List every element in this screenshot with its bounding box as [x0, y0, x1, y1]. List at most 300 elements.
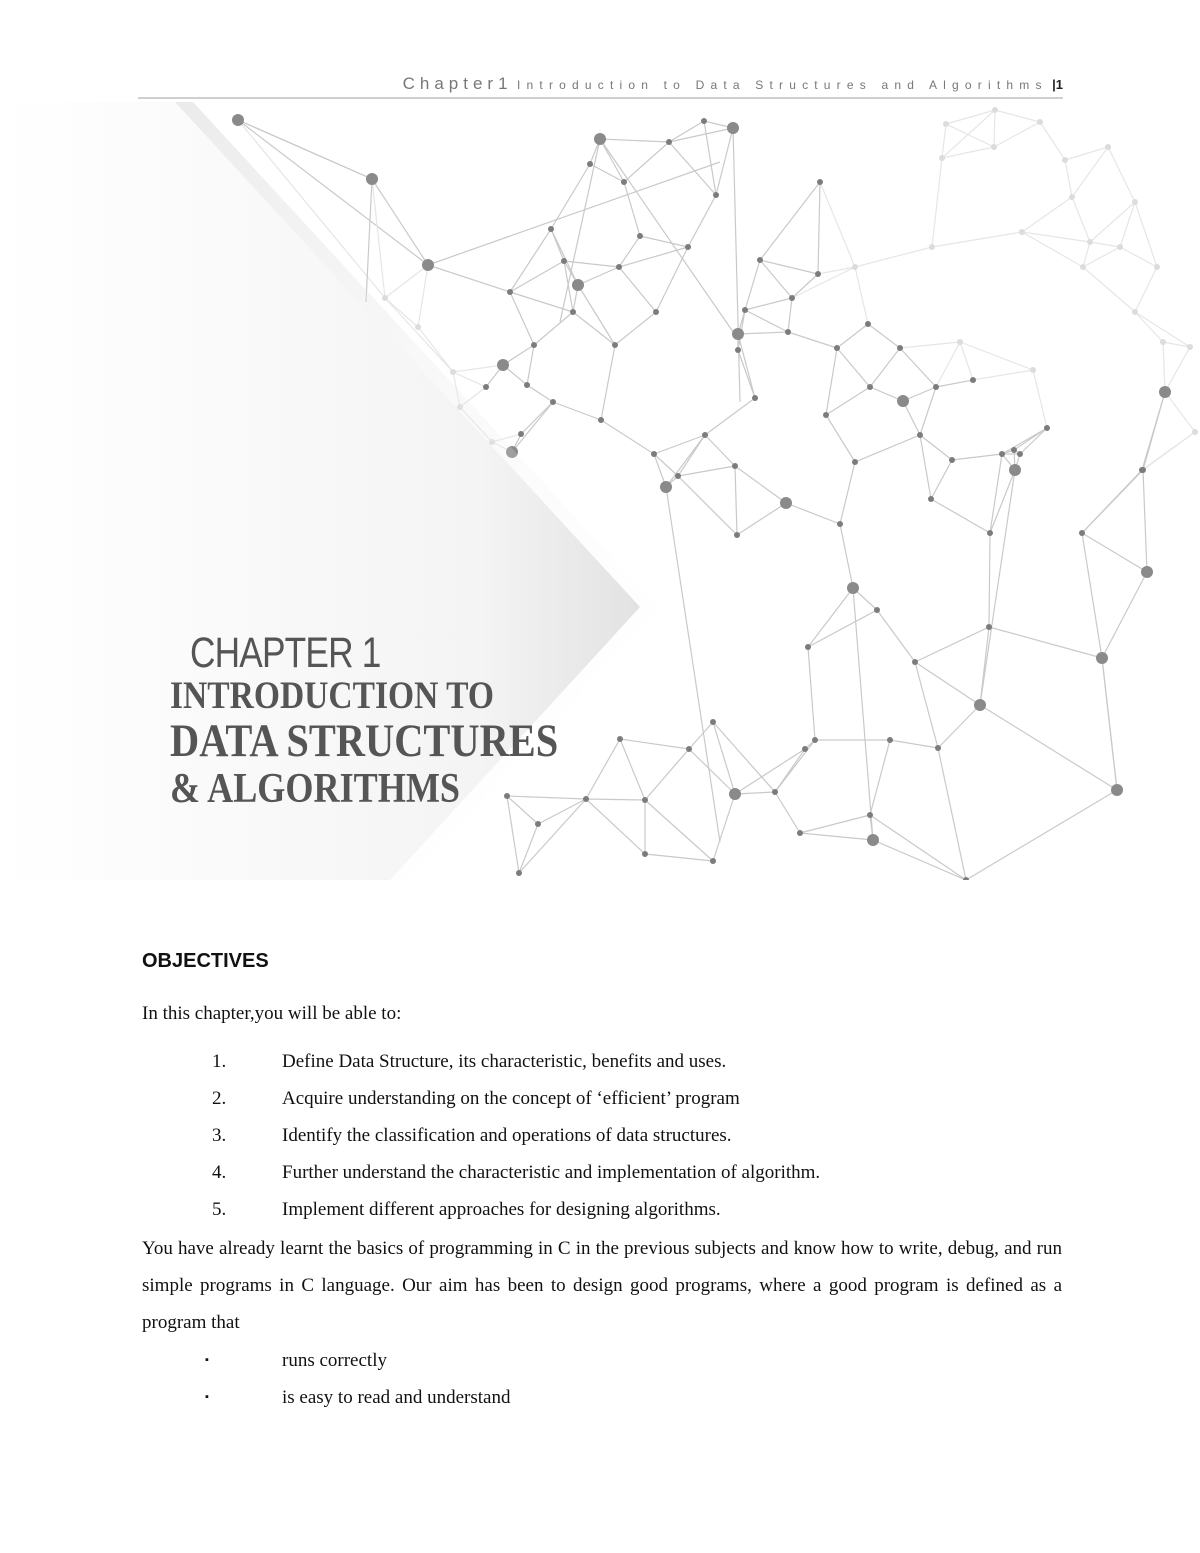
- header-page-number: 1: [1055, 77, 1063, 92]
- network-edge: [1163, 342, 1165, 392]
- network-node: [524, 382, 530, 388]
- network-node: [986, 624, 992, 630]
- network-edge: [870, 815, 966, 880]
- network-edge: [931, 460, 952, 499]
- network-edge: [818, 182, 820, 274]
- network-node: [935, 745, 941, 751]
- network-edge: [573, 312, 615, 345]
- network-edge: [578, 267, 619, 285]
- network-node: [1037, 119, 1043, 125]
- network-node: [660, 481, 672, 493]
- network-edge: [760, 182, 820, 260]
- network-node: [518, 431, 524, 437]
- bullet-text: is easy to read and understand: [282, 1387, 511, 1408]
- network-edge: [1083, 267, 1135, 312]
- network-edge: [788, 332, 837, 348]
- network-edge: [669, 121, 704, 142]
- network-edge: [840, 524, 853, 588]
- network-edge: [1072, 197, 1090, 242]
- bullet-marker: ▪: [205, 1354, 209, 1366]
- network-node: [1105, 144, 1111, 150]
- network-edge: [1072, 147, 1108, 197]
- network-edge: [920, 435, 952, 460]
- network-edge: [385, 265, 428, 298]
- list-item: [142, 1080, 1072, 1117]
- network-node: [917, 432, 923, 438]
- network-edge: [1022, 232, 1090, 242]
- network-edge: [735, 466, 786, 503]
- network-edge: [678, 435, 705, 476]
- network-node: [897, 345, 903, 351]
- network-edge: [238, 120, 372, 179]
- chapter-number: CHAPTER 1: [190, 629, 381, 677]
- network-node: [837, 521, 843, 527]
- network-node: [710, 719, 716, 725]
- network-edge: [942, 147, 994, 158]
- network-edge: [826, 415, 855, 462]
- network-edge: [808, 588, 853, 647]
- network-edge: [900, 342, 960, 348]
- network-node: [1187, 344, 1193, 350]
- network-node: [817, 179, 823, 185]
- network-node: [987, 530, 993, 536]
- chapter-banner: [0, 102, 1200, 880]
- network-node: [933, 384, 939, 390]
- network-node: [815, 271, 821, 277]
- network-edge: [870, 740, 890, 815]
- network-node: [812, 737, 818, 743]
- network-edge: [619, 267, 656, 312]
- network-node: [887, 737, 893, 743]
- network-edge: [527, 345, 534, 385]
- network-node: [867, 834, 879, 846]
- network-edge: [521, 402, 553, 434]
- network-node: [1030, 367, 1036, 373]
- network-node: [1132, 199, 1138, 205]
- network-node: [653, 309, 659, 315]
- list-item: [142, 1342, 510, 1379]
- network-edge: [990, 454, 1002, 533]
- network-edge: [990, 470, 1015, 533]
- network-node: [1096, 652, 1108, 664]
- network-edge: [745, 298, 792, 310]
- network-node: [710, 858, 716, 864]
- network-edge: [716, 128, 733, 195]
- network-node: [974, 699, 986, 711]
- objectives-intro: In this chapter,you will be able to:: [142, 1003, 402, 1024]
- network-edge: [645, 854, 713, 861]
- network-node: [802, 746, 808, 752]
- network-edge: [920, 435, 931, 499]
- network-node: [735, 347, 741, 353]
- network-node: [797, 830, 803, 836]
- network-node: [1079, 530, 1085, 536]
- network-node: [852, 264, 858, 270]
- network-edge: [619, 247, 688, 267]
- network-edge: [366, 179, 372, 302]
- network-edge: [640, 236, 688, 247]
- network-edge: [855, 247, 932, 267]
- network-node: [991, 144, 997, 150]
- network-node: [497, 359, 509, 371]
- network-edge: [788, 298, 792, 332]
- network-edge: [578, 285, 615, 345]
- network-edge: [1143, 392, 1165, 470]
- network-node: [943, 121, 949, 127]
- network-node: [772, 789, 778, 795]
- network-edge: [873, 840, 966, 880]
- network-node: [732, 463, 738, 469]
- network-node: [897, 395, 909, 407]
- network-edge: [601, 345, 615, 420]
- network-node: [651, 451, 657, 457]
- network-node: [1141, 566, 1153, 578]
- network-node: [949, 457, 955, 463]
- network-edge: [620, 739, 645, 800]
- network-edge: [615, 312, 656, 345]
- running-header: [138, 74, 1063, 94]
- network-edge: [989, 627, 1102, 658]
- network-edge: [920, 387, 936, 435]
- network-edge: [705, 398, 755, 435]
- network-node: [1080, 264, 1086, 270]
- network-edge: [705, 435, 735, 466]
- network-node: [1019, 229, 1025, 235]
- network-edge: [645, 749, 689, 800]
- network-edge: [1143, 432, 1195, 470]
- network-edge: [760, 260, 818, 274]
- list-number: 2.: [212, 1088, 227, 1109]
- network-node: [548, 226, 554, 232]
- objectives-heading: OBJECTIVES: [142, 950, 269, 972]
- network-node: [422, 259, 434, 271]
- network-edge: [900, 348, 936, 387]
- network-node: [232, 114, 244, 126]
- header-separator: |: [1052, 77, 1056, 92]
- network-node: [675, 473, 681, 479]
- network-node: [865, 321, 871, 327]
- good-program-bullets: [142, 1342, 510, 1416]
- network-edge: [1082, 470, 1143, 533]
- network-edge: [1135, 267, 1157, 312]
- network-edge: [745, 310, 788, 332]
- network-node: [686, 746, 692, 752]
- network-edge: [1090, 242, 1120, 247]
- network-edge: [826, 348, 837, 415]
- network-edge: [786, 503, 840, 524]
- network-node: [570, 309, 576, 315]
- chapter-title-line-2: DATA STRUCTURES: [170, 715, 559, 767]
- network-edge: [600, 139, 740, 342]
- network-edge: [737, 503, 786, 535]
- network-node: [1009, 464, 1021, 476]
- network-edge: [760, 260, 792, 298]
- network-node: [1140, 467, 1146, 473]
- list-number: 3.: [212, 1125, 227, 1146]
- network-edge: [960, 342, 1033, 370]
- network-node: [957, 339, 963, 345]
- network-node: [785, 329, 791, 335]
- network-edge: [738, 332, 788, 334]
- network-node: [616, 264, 622, 270]
- network-edge: [689, 722, 713, 749]
- network-node: [852, 459, 858, 465]
- network-edge: [678, 466, 735, 476]
- network-edge: [853, 588, 873, 840]
- network-edge: [510, 292, 534, 345]
- network-edge: [855, 435, 920, 462]
- network-edge: [527, 385, 553, 402]
- network-edge: [428, 265, 510, 292]
- network-node: [415, 324, 421, 330]
- network-node: [732, 328, 744, 340]
- network-edge: [775, 749, 805, 792]
- network-node: [642, 851, 648, 857]
- network-edge: [1102, 658, 1117, 790]
- network-node: [734, 532, 740, 538]
- network-node: [621, 179, 627, 185]
- network-edge: [818, 267, 855, 274]
- network-edge: [1022, 197, 1072, 232]
- network-edge: [938, 705, 980, 748]
- network-node: [727, 122, 739, 134]
- network-edge: [995, 110, 1040, 122]
- network-edge: [534, 312, 573, 345]
- network-edge: [936, 380, 973, 387]
- network-node: [970, 377, 976, 383]
- network-edge: [980, 470, 1015, 705]
- network-edge: [890, 740, 938, 748]
- network-node: [642, 797, 648, 803]
- network-node: [874, 607, 880, 613]
- network-edge: [775, 792, 800, 833]
- network-node: [483, 384, 489, 390]
- network-edge: [1065, 147, 1108, 160]
- network-node: [992, 107, 998, 113]
- network-edge: [1033, 370, 1047, 428]
- network-node: [1087, 239, 1093, 245]
- network-edge: [666, 487, 720, 842]
- network-edge: [808, 610, 877, 647]
- network-edge: [733, 128, 740, 402]
- network-node: [1044, 425, 1050, 431]
- network-edge: [946, 124, 994, 147]
- body-paragraph: You have already learnt the basics of programming in C in the previous subjects and know how to write, debug, and run simple programs in C language. Our aim has been to design good programs, where a good program is defined as a program that: [142, 1238, 1062, 1333]
- network-edge: [980, 705, 1117, 790]
- network-node: [450, 369, 456, 375]
- network-edge: [688, 195, 716, 247]
- network-edge: [936, 342, 960, 387]
- network-node: [1117, 244, 1123, 250]
- network-edge: [932, 158, 942, 247]
- bullet-text: runs correctly: [282, 1350, 387, 1371]
- network-node: [637, 233, 643, 239]
- list-number: 4.: [212, 1162, 227, 1183]
- network-edge: [512, 402, 553, 452]
- network-node: [1160, 339, 1166, 345]
- network-edge: [553, 402, 601, 420]
- network-node: [612, 342, 618, 348]
- network-edge: [669, 128, 733, 142]
- network-node: [561, 258, 567, 264]
- network-node: [912, 659, 918, 665]
- network-edge: [826, 387, 870, 415]
- list-item: [142, 1117, 1072, 1154]
- network-edge: [1143, 470, 1147, 572]
- network-edge: [601, 420, 654, 454]
- header-rule: [138, 97, 1063, 99]
- list-item: [142, 1043, 1072, 1080]
- network-edge: [960, 342, 973, 380]
- network-edge: [932, 232, 1022, 247]
- network-node: [757, 257, 763, 263]
- network-edge: [994, 110, 995, 147]
- bullet-marker: ▪: [205, 1391, 209, 1403]
- network-node: [834, 345, 840, 351]
- network-node: [713, 192, 719, 198]
- network-node: [507, 289, 513, 295]
- network-node: [1017, 451, 1023, 457]
- network-node: [999, 451, 1005, 457]
- network-edge: [418, 265, 428, 327]
- network-edge: [952, 454, 1002, 460]
- list-text: Define Data Structure, its characteristic, benefits and uses.: [282, 1051, 727, 1072]
- network-node: [847, 582, 859, 594]
- network-node: [939, 155, 945, 161]
- network-edge: [1083, 247, 1120, 267]
- network-edge: [713, 794, 735, 861]
- list-number: 1.: [212, 1051, 227, 1072]
- network-edge: [645, 800, 713, 861]
- network-edge: [624, 182, 640, 236]
- chapter-title-line-1: INTRODUCTION TO: [170, 674, 494, 717]
- network-edge: [738, 350, 755, 398]
- network-node: [1069, 194, 1075, 200]
- network-edge: [1165, 392, 1195, 432]
- list-item: [142, 1154, 1072, 1191]
- network-node: [805, 644, 811, 650]
- network-node: [594, 133, 606, 145]
- network-edge: [735, 792, 775, 794]
- list-text: Implement different approaches for designing algorithms.: [282, 1199, 721, 1220]
- network-node: [587, 161, 593, 167]
- network-edge: [453, 365, 503, 372]
- network-node: [516, 870, 522, 876]
- network-node: [1154, 264, 1160, 270]
- network-node: [531, 342, 537, 348]
- network-node: [1159, 386, 1171, 398]
- network-edge: [600, 139, 669, 142]
- list-text: Identify the classification and operations of data structures.: [282, 1125, 732, 1146]
- network-edge: [800, 815, 870, 833]
- network-node: [1192, 429, 1198, 435]
- network-node: [752, 395, 758, 401]
- network-node: [685, 244, 691, 250]
- network-edge: [735, 466, 737, 535]
- network-edge: [453, 372, 486, 387]
- network-node: [928, 496, 934, 502]
- network-edge: [868, 324, 900, 348]
- network-edge: [1065, 160, 1072, 197]
- network-edge: [519, 824, 538, 873]
- network-edge: [1165, 347, 1190, 392]
- objectives-list: [142, 1043, 1072, 1228]
- network-edge: [560, 139, 600, 322]
- network-edge: [510, 261, 564, 292]
- network-edge: [510, 229, 551, 292]
- network-node: [963, 877, 969, 880]
- network-edge: [738, 334, 755, 398]
- network-edge: [942, 124, 946, 158]
- network-node: [1011, 447, 1017, 453]
- network-edge: [1040, 122, 1065, 160]
- network-edge: [915, 627, 989, 662]
- network-edge: [870, 348, 900, 387]
- network-edge: [745, 260, 760, 310]
- network-edge: [792, 274, 818, 298]
- network-node: [702, 432, 708, 438]
- network-node: [867, 384, 873, 390]
- list-item: [142, 1379, 510, 1416]
- network-edge: [1102, 572, 1147, 658]
- network-node: [929, 244, 935, 250]
- network-edge: [800, 833, 873, 840]
- network-node: [867, 812, 873, 818]
- network-edge: [931, 499, 990, 533]
- network-edge: [877, 610, 915, 662]
- network-node: [789, 295, 795, 301]
- network-node: [366, 173, 378, 185]
- network-edge: [1022, 232, 1083, 267]
- network-edge: [837, 348, 870, 387]
- network-edge: [1108, 147, 1135, 202]
- network-node: [823, 412, 829, 418]
- network-edge: [1082, 533, 1102, 658]
- list-text: Acquire understanding on the concept of ‘efficient’ program: [282, 1088, 740, 1109]
- network-node: [729, 788, 741, 800]
- list-number: 5.: [212, 1199, 227, 1220]
- network-edge: [620, 739, 689, 749]
- network-edge: [973, 370, 1033, 380]
- chapter-title-line-3: & ALGORITHMS: [170, 766, 461, 812]
- network-edge: [966, 790, 1117, 880]
- network-node: [572, 279, 584, 291]
- network-edge: [938, 748, 966, 880]
- network-edge: [994, 122, 1040, 147]
- network-edge: [792, 267, 855, 298]
- network-node: [535, 821, 541, 827]
- chapter-title: [170, 630, 621, 812]
- network-edge: [855, 267, 868, 324]
- network-edge: [678, 476, 737, 535]
- network-edge: [837, 324, 868, 348]
- network-node: [666, 139, 672, 145]
- network-node: [598, 417, 604, 423]
- list-item: [142, 1191, 1072, 1228]
- network-node: [1111, 784, 1123, 796]
- network-node: [1062, 157, 1068, 163]
- header-book-title: Introduction to Data Structures and Algorithms: [517, 78, 1048, 92]
- network-node: [780, 497, 792, 509]
- network-edge: [840, 462, 855, 524]
- header-chapter-label: Chapter1: [402, 74, 513, 93]
- network-edge: [989, 533, 990, 627]
- network-edge: [624, 142, 669, 182]
- network-edge: [656, 247, 688, 312]
- list-text: Further understand the characteristic and implementation of algorithm.: [282, 1162, 821, 1183]
- network-edge: [510, 292, 573, 312]
- network-node: [550, 399, 556, 405]
